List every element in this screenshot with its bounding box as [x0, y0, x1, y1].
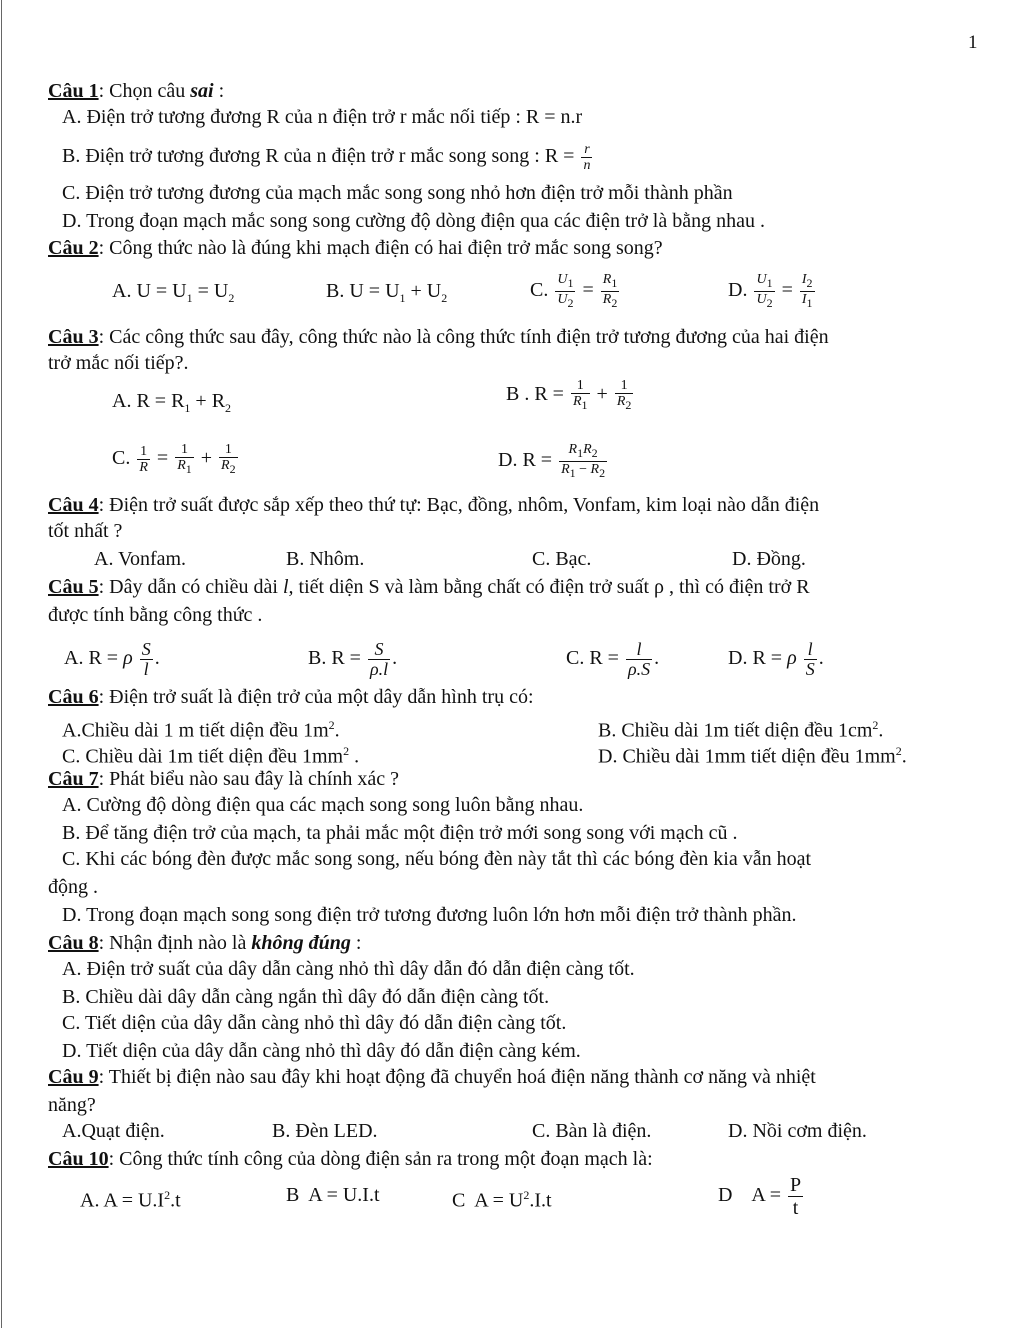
q6-option-d: D. Chiều dài 1mm tiết diện đều $1mm^2$.	[598, 744, 907, 768]
q5-option-a: A. R = ρ $\frac{S}{l}$ .	[64, 639, 160, 679]
q10-option-c: C $A = U^2.I.t$	[452, 1188, 552, 1212]
question-4: Câu 4: Điện trở suất được sắp xếp theo thứ tự: Bạc, đồng, nhôm, Vonfam, kim loại nào dẫn điện	[48, 494, 820, 516]
q2-option-d: D. $\frac{U_1}{U_2}$ = $\frac{I_2}{I_1}$	[728, 272, 813, 310]
q9-option-b: B. Đèn LED.	[272, 1120, 378, 1142]
q7-option-b: B. Để tăng điện trở của mạch, ta phải mắc một điện trở mới song song với mạch cũ .	[62, 822, 738, 844]
q1-option-a: A. Điện trở tương đương R của n điện trở r mắc nối tiếp : R = n.r	[62, 106, 583, 128]
q9-option-a: A.Quạt điện.	[62, 1120, 165, 1142]
q4-option-a: A. Vonfam.	[94, 548, 187, 570]
q2-option-a: A. $U = U_1 = U_2$	[112, 280, 235, 305]
question-6: Câu 6: Điện trở suất là điện trở của một dây dẫn hình trụ có:	[48, 686, 534, 708]
q8-option-c: C. Tiết diện của dây dẫn càng nhỏ thì dây đó dẫn điện càng tốt.	[62, 1012, 567, 1034]
q6-option-b: B. Chiều dài 1m tiết diện đều $1cm^2$.	[598, 718, 884, 742]
q3-option-a: A. $R = R_1 + R_2$	[112, 390, 232, 415]
q6-option-c: C. Chiều dài 1m tiết diện đều $1mm^2$ .	[62, 744, 360, 768]
q3-option-b: B . R = $\frac{1}{R_1}$ + $\frac{1}{R_2}$	[506, 378, 632, 412]
q6-option-a: A.Chiều dài 1 m tiết diện đều $1m^2$.	[62, 718, 340, 742]
question-10: Câu 10: Công thức tính công của dòng điện sản ra trong một đoạn mạch là:	[48, 1148, 653, 1170]
q10-option-a: A. $A = U.I^2.t$	[80, 1188, 181, 1212]
q5-option-c: C. R = $\frac{l}{\rho.S}$ .	[566, 639, 660, 679]
q1-option-b: B. Điện trở tương đương R của n điện trở r mắc song song : R = $\frac{r}{n}$	[62, 142, 591, 173]
question-3-line2: trở mắc nối tiếp?.	[48, 352, 189, 374]
question-7: Câu 7: Phát biểu nào sau đây là chính xác ?	[48, 768, 400, 790]
q4-option-d: D. Đồng.	[732, 548, 806, 570]
q4-option-b: B. Nhôm.	[286, 548, 365, 570]
question-3: Câu 3: Các công thức sau đây, công thức nào là công thức tính điện trở tương đương của hai điện	[48, 326, 829, 348]
question-4-line2: tốt nhất ?	[48, 520, 123, 542]
q2-option-b: B. $U = U_1 + U_2$	[326, 280, 448, 305]
question-1-label: Câu 1	[48, 80, 99, 102]
q1-option-d: D. Trong đoạn mạch mắc song song cường độ dòng điện qua các điện trở là bằng nhau .	[62, 210, 765, 232]
question-2: Câu 2: Công thức nào là đúng khi mạch điện có hai điện trở mắc song song?	[48, 237, 663, 259]
q3-option-d: D. R = $\frac{R_1R_2}{R_1 - R_2}$	[498, 442, 606, 480]
left-border	[1, 0, 2, 1328]
q8-option-d: D. Tiết diện của dây dẫn càng nhỏ thì dây đó dẫn điện càng kém.	[62, 1040, 581, 1062]
question-9: Câu 9: Thiết bị điện nào sau đây khi hoạt động đã chuyển hoá điện năng thành cơ năng và nhiệt	[48, 1066, 816, 1088]
question-9-line2: năng?	[48, 1094, 96, 1116]
question-8: Câu 8: Nhận định nào là không đúng :	[48, 932, 362, 954]
q10-option-d: D A = $\frac{P}{t}$	[718, 1174, 802, 1219]
question-1: Câu 1: Chọn câu sai :	[48, 80, 225, 102]
q8-option-a: A. Điện trở suất của dây dẫn càng nhỏ thì dây dẫn đó dẫn điện càng tốt.	[62, 958, 635, 980]
question-5: Câu 5: Dây dẫn có chiều dài l, tiết diện S và làm bằng chất có điện trở suất ρ , thì có điện trở R	[48, 576, 810, 598]
formula-r-over-n: $\frac{r}{n}$	[583, 142, 591, 173]
q7-option-a: A. Cường độ dòng điện qua các mạch song song luôn bằng nhau.	[62, 794, 584, 816]
q2-option-c: C. $\frac{U_1}{U_2}$ = $\frac{R_1}{R_2}$	[530, 272, 618, 310]
q10-option-b: B A = U.I.t	[286, 1184, 380, 1206]
q4-option-c: C. Bạc.	[532, 548, 592, 570]
q8-option-b: B. Chiều dài dây dẫn càng ngắn thì dây đó dẫn điện càng tốt.	[62, 986, 550, 1008]
q7-option-d: D. Trong đoạn mạch song song điện trở tương đương luôn lớn hơn mỗi điện trở thành phần.	[62, 904, 797, 926]
q7-option-c: C. Khi các bóng đèn được mắc song song, nếu bóng đèn này tắt thì các bóng đèn kia vẫn hoạt	[62, 848, 812, 870]
question-5-line2: được tính bằng công thức .	[48, 604, 263, 626]
q7-option-c-line2: động .	[48, 876, 98, 898]
q5-option-d: D. R = ρ $\frac{l}{S}$ .	[728, 639, 824, 679]
q9-option-d: D. Nồi cơm điện.	[728, 1120, 867, 1142]
q3-option-c: C. $\frac{1}{R}$ = $\frac{1}{R_1}$ + $\frac{1}{R_2}$	[112, 442, 236, 476]
q9-option-c: C. Bàn là điện.	[532, 1120, 652, 1142]
q1-option-c: C. Điện trở tương đương của mạch mắc song song nhỏ hơn điện trở mỗi thành phần	[62, 182, 733, 204]
page-number: 1	[968, 32, 978, 53]
q5-option-b: B. R = $\frac{S}{\rho.l}$ .	[308, 639, 398, 679]
